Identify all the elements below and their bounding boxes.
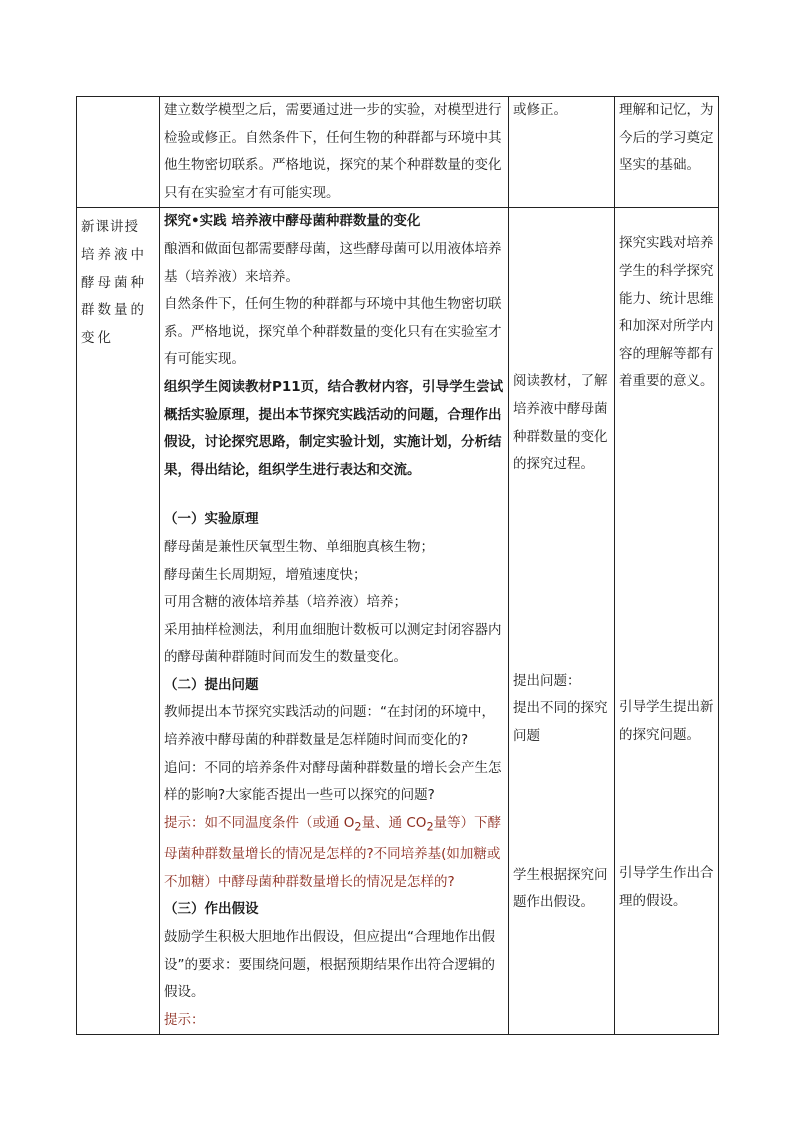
list-item: 可用含糖的液体培养基（培养液）培养； [164,594,407,611]
section-label: 变化 [81,329,114,346]
subscript: 2 [354,820,362,834]
list-item: 采用抽样检测法，利用血细胞计数板可以测定封闭容器内的酵母菌种群随时间而发生的数量变化。 [164,621,502,666]
paragraph: 建立数学模型之后，需要通过进一步的实验，对模型进行检验或修正。自然条件下，任何生物的种群都与环境中其他生物密切联系。严格地说，探究的某个种群数量的变化只有在实验室才有可能实现。 [164,102,502,201]
paragraph: 或修正。 [513,102,567,118]
paragraph: 酿酒和做面包都需要酵母菌，这些酵母菌可以用液体培养基（培养液）来培养。 [164,240,502,285]
list-item: 酵母菌是兼性厌氧型生物、单细胞真核生物； [164,538,434,555]
teacher-activity-cell [160,97,509,208]
hint-label: 提示： [164,1011,205,1028]
section-cell [77,97,160,208]
paragraph: 阅读教材，了解培养液中酵母菌种群数量的变化的探究过程。 [513,373,608,473]
paragraph: 理解和记忆，为今后的学习奠定坚实的基础。 [619,102,714,174]
section-label: 新课讲授 [81,219,139,236]
list-item: 酵母菌生长周期短，增殖速度快； [164,566,367,583]
table-row [77,97,719,208]
design-intent-cell [615,97,719,208]
paragraph: 提出不同的探究问题 [513,700,608,744]
subheading: （三）作出假设 [164,901,259,918]
paragraph: 探究实践对培养学生的科学探究能力、统计思维和加深对所学内容的理解等都有着重要的意义。 [619,235,714,390]
table-row [77,208,719,1035]
section-label: 群数量的 [81,302,147,319]
teacher-activity-cell [160,208,509,1035]
paragraph: 追问：不同的培养条件对酵母菌种群数量的增长会产生怎样的影响?大家能否提出一些可以探究的问题? [164,759,502,804]
activity-title: 探究•实践 培养液中酵母菌种群数量的变化 [164,213,421,230]
paragraph: 组织学生阅读教材P11页，结合教材内容，引导学生尝试概括实验原理，提出本节探究实践活动的问题，合理作出假设，讨论探究思路，制定实验计划，实施计划，分析结果，得出结论，组织学生进行表达和交流。 [164,378,504,478]
section-label: 酵母菌种 [81,274,147,291]
section-cell [77,208,160,1035]
hint-text: 量等）下酵母菌种群数量增长的情况是怎样的?不同培养基(如加糖或不加糖）中酵母菌种群数量增长的情况是怎样的? [164,814,502,890]
subheading: （二）提出问题 [164,676,259,693]
paragraph: 提出问题： [513,672,581,689]
hint-paragraph [164,810,504,896]
paragraph: 学生根据探究问题作出假设。 [513,866,608,911]
paragraph: 引导学生提出新的探究问题。 [619,698,714,743]
lesson-plan-table [76,96,719,1035]
student-activity-cell [509,97,615,208]
hint-text: 提示：如不同温度条件（或通 O [164,814,355,831]
hint-text: 量、通 CO [361,814,427,831]
section-label: 培养液中 [81,246,147,263]
subheading: （一）实验原理 [164,511,259,528]
paragraph: 自然条件下，任何生物的种群都与环境中其他生物密切联系。严格地说，探究单个种群数量的变化只有在实验室才有可能实现。 [164,296,502,368]
subscript: 2 [426,820,434,834]
design-intent-cell [615,208,719,1035]
paragraph: 引导学生作出合理的假设。 [619,865,714,909]
paragraph: 教师提出本节探究实践活动的问题：“在封闭的环境中，培养液中酵母菌的种群数量是怎样随时间而变化的? [164,704,495,749]
student-activity-cell [509,208,615,1035]
paragraph: 鼓励学生积极大胆地作出假设，但应提出“合理地作出假设”的要求：要围绕问题，根据预期结果作出符合逻辑的假设。 [164,928,495,1001]
